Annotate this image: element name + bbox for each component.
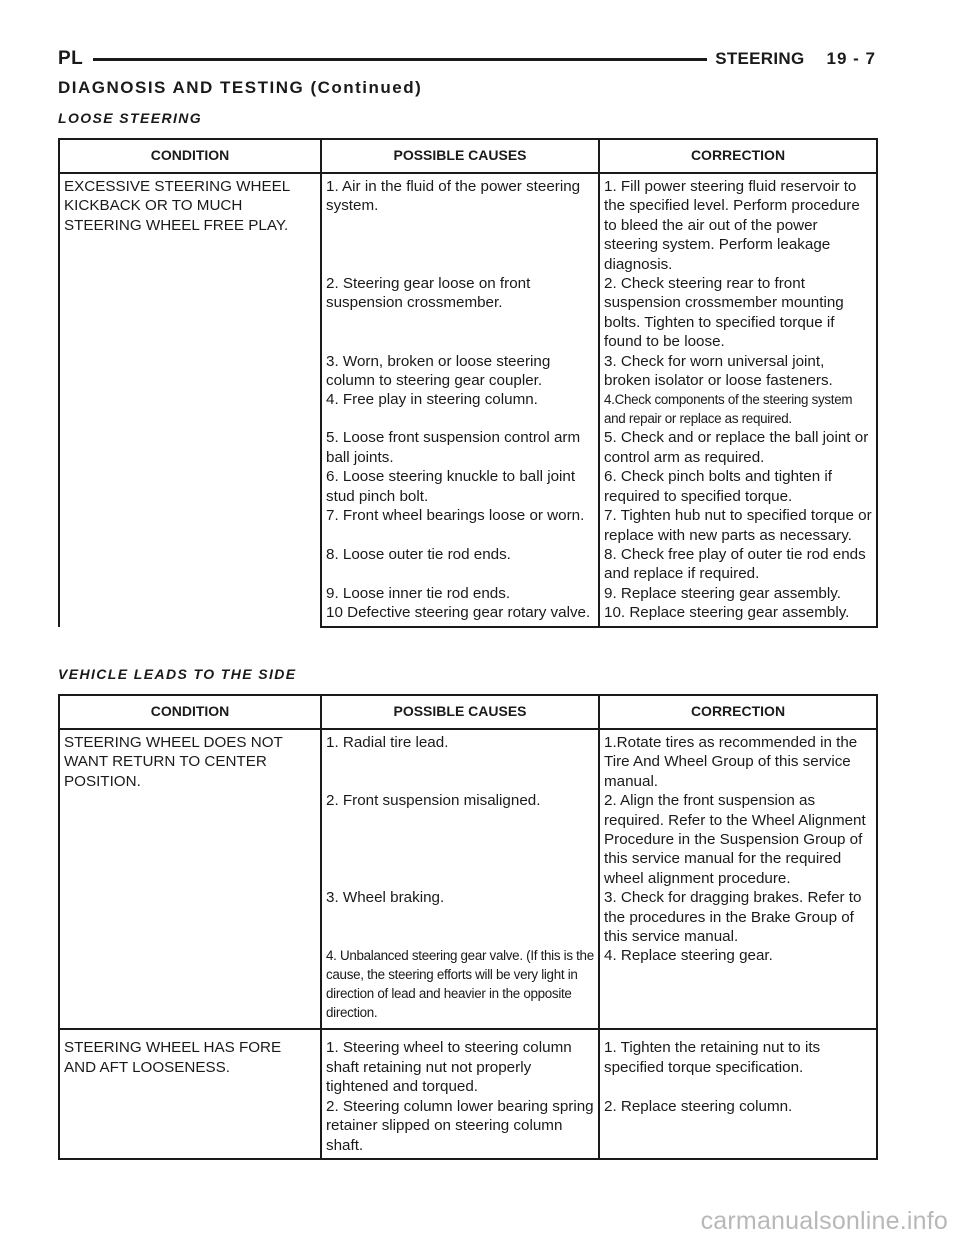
column-header-causes: POSSIBLE CAUSES [321, 139, 599, 173]
table-title-vehicle-leads: VEHICLE LEADS TO THE SIDE [58, 666, 297, 682]
table-row [59, 729, 877, 791]
column-header-condition: CONDITION [59, 695, 321, 729]
table-title-loose-steering: LOOSE STEERING [58, 110, 203, 126]
correction-cell: 4. Replace steering gear. [599, 946, 877, 1029]
correction-cell: 2. Check steering rear to front suspension crossmember mounting bolts. Tighten to specified torque if found to be loose. [599, 274, 877, 352]
vehicle-leads-table [58, 694, 878, 1160]
table-row [59, 173, 877, 274]
cause-cell: 1. Radial tire lead. [321, 729, 599, 791]
cause-cell: 6. Loose steering knuckle to ball joint stud pinch bolt. [321, 467, 599, 506]
cause-cell: 2. Front suspension misaligned. [321, 791, 599, 888]
section-heading: DIAGNOSIS AND TESTING (Continued) [58, 78, 423, 97]
watermark: carmanualsonline.info [700, 1207, 948, 1235]
column-header-correction: CORRECTION [599, 139, 877, 173]
cause-cell: 4. Free play in steering column. [321, 390, 599, 428]
cause-cell: 3. Worn, broken or loose steering column to steering gear coupler. [321, 352, 599, 391]
header-page-number: 19 - 7 [826, 49, 876, 68]
correction-cell: 1.Rotate tires as recommended in the Tire And Wheel Group of this service manual. [599, 729, 877, 791]
cause-cell: 2. Steering column lower bearing spring retainer slipped on steering column shaft. [321, 1097, 599, 1159]
cause-cell: 5. Loose front suspension control arm ball joints. [321, 428, 599, 467]
cause-cell: 3. Wheel braking. [321, 888, 599, 946]
cause-cell: 7. Front wheel bearings loose or worn. [321, 506, 599, 545]
cause-cell: 1. Steering wheel to steering column shaft retaining nut not properly tightened and torqued. [321, 1029, 599, 1096]
cause-cell: 1. Air in the fluid of the power steering system. [321, 173, 599, 274]
correction-cell: 10. Replace steering gear assembly. [599, 603, 877, 626]
correction-cell: 9. Replace steering gear assembly. [599, 584, 877, 603]
correction-cell: 8. Check free play of outer tie rod ends and replace if required. [599, 545, 877, 584]
cause-cell: 10 Defective steering gear rotary valve. [321, 603, 599, 626]
correction-cell: 3. Check for dragging brakes. Refer to the procedures in the Brake Group of this service manual. [599, 888, 877, 946]
page-header [58, 44, 876, 74]
condition-cell: STEERING WHEEL HAS FORE AND AFT LOOSENESS. [59, 1029, 321, 1158]
cause-cell: 2. Steering gear loose on front suspension crossmember. [321, 274, 599, 352]
correction-cell: 1. Fill power steering fluid reservoir to the specified level. Perform procedure to bleed the air out of the power steering system. Perform leakage diagnosis. [599, 173, 877, 274]
correction-cell: 1. Tighten the retaining nut to its specified torque specification. [599, 1029, 877, 1096]
loose-steering-table [58, 138, 878, 628]
header-rule [93, 58, 707, 61]
correction-cell: 7. Tighten hub nut to specified torque or replace with new parts as necessary. [599, 506, 877, 545]
column-header-causes: POSSIBLE CAUSES [321, 695, 599, 729]
correction-cell: 6. Check pinch bolts and tighten if required to specified torque. [599, 467, 877, 506]
cause-cell: 8. Loose outer tie rod ends. [321, 545, 599, 584]
correction-cell: 4.Check components of the steering system and repair or replace as required. [599, 390, 877, 428]
header-manual-code: PL [58, 48, 84, 69]
cause-cell: 9. Loose inner tie rod ends. [321, 584, 599, 603]
condition-cell: STEERING WHEEL DOES NOT WANT RETURN TO CENTER POSITION. [59, 729, 321, 1029]
condition-cell: EXCESSIVE STEERING WHEEL KICKBACK OR TO MUCH STEERING WHEEL FREE PLAY. [59, 173, 321, 627]
table-row [59, 1029, 877, 1096]
correction-cell: 5. Check and or replace the ball joint or control arm as required. [599, 428, 877, 467]
table-header-row [59, 139, 877, 173]
correction-cell: 2. Align the front suspension as required. Refer to the Wheel Alignment Procedure in the Suspension Group of this service manual for the required wheel alignment procedure. [599, 791, 877, 888]
table-header-row [59, 695, 877, 729]
cause-cell: 4. Unbalanced steering gear valve. (If this is the cause, the steering efforts will be very light in direction of lead and heavier in the opposite direction. [321, 946, 599, 1029]
correction-cell: 2. Replace steering column. [599, 1097, 877, 1159]
correction-cell: 3. Check for worn universal joint, broken isolator or loose fasteners. [599, 352, 877, 391]
column-header-correction: CORRECTION [599, 695, 877, 729]
column-header-condition: CONDITION [59, 139, 321, 173]
header-section: STEERING [715, 49, 805, 68]
